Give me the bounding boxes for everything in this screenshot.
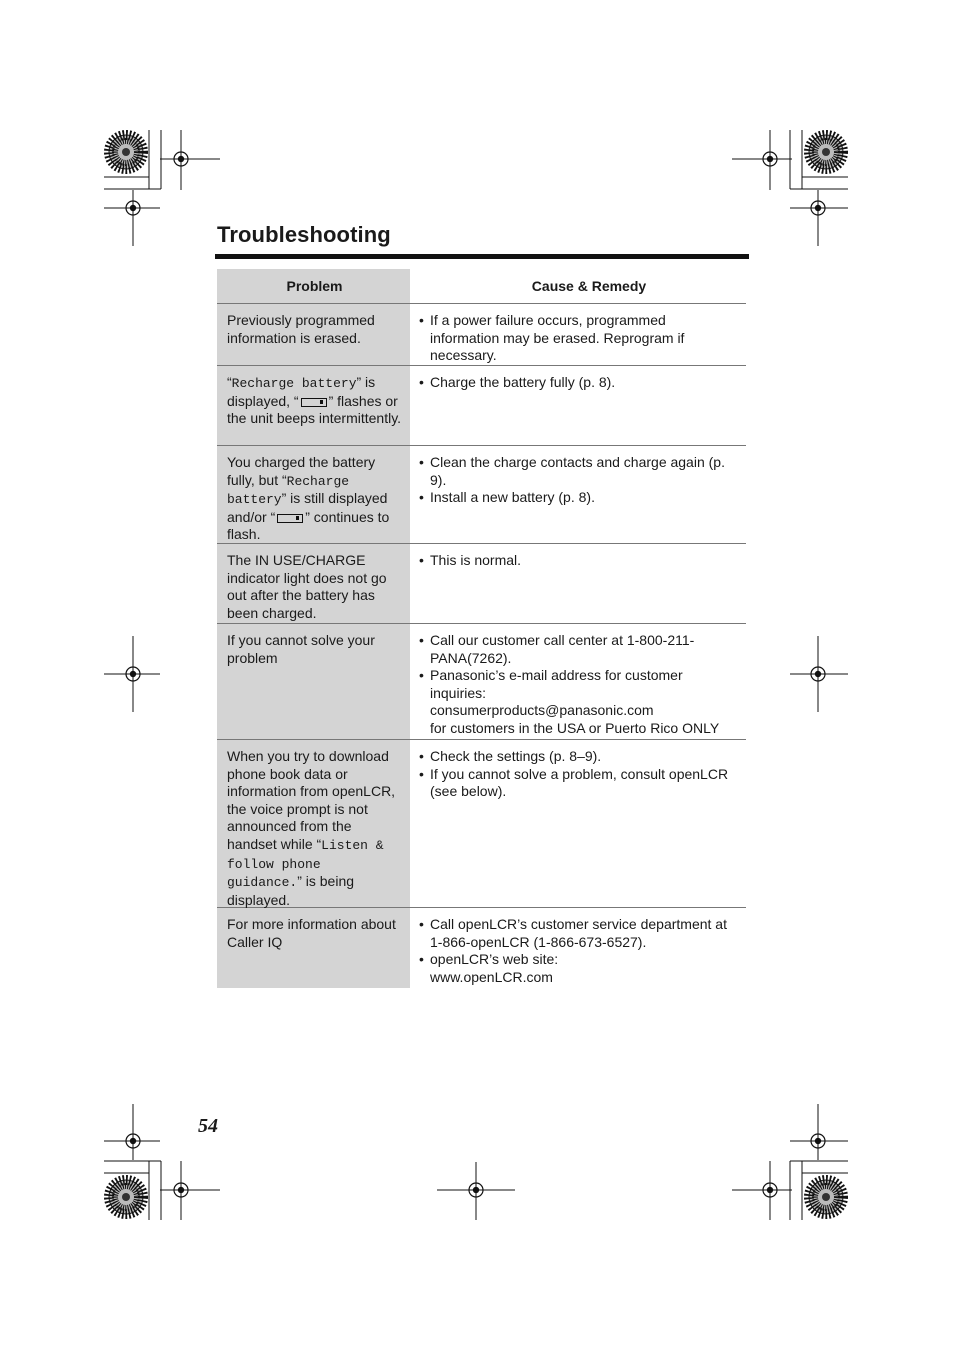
remedy-item: • Charge the battery fully (p. 8).	[418, 374, 738, 392]
problem-cell: The IN USE/CHARGE indicator light does not go out after the battery has been charged.	[217, 544, 410, 623]
display-message: Recharge battery	[231, 376, 357, 391]
display-message: Recharge battery	[227, 473, 350, 508]
battery-low-icon	[301, 398, 327, 407]
remedy-item	[418, 667, 738, 737]
table-header	[217, 269, 746, 304]
remedy-item: • Call openLCR’s customer service department at 1-866-openLCR (1-866-673-6527).	[418, 916, 738, 951]
remedy-item: • If you cannot solve a problem, consult openLCR (see below).	[418, 766, 738, 801]
remedy-cell	[410, 908, 746, 988]
problem-text: When you try to download phone book data or information from openLCR, the voice prompt is not announced from the handset while “	[227, 748, 396, 852]
remedy-cell	[410, 366, 746, 445]
remedy-cell	[410, 740, 746, 907]
problem-text: ” is being displayed.	[227, 873, 355, 908]
remedy-item: • Clean the charge contacts and charge again (p. 9).	[418, 454, 738, 489]
problem-cell: For more information about Caller IQ	[217, 908, 410, 988]
remedy-cell	[410, 446, 746, 543]
email-address: consumerproducts@panasonic.com	[430, 702, 654, 719]
remedy-item: • Check the settings (p. 8–9).	[418, 748, 738, 766]
table-row	[217, 624, 746, 740]
problem-cell: Previously programmed information is erased.	[217, 304, 410, 365]
remedy-item: • If a power failure occurs, programmed information may be erased. Reprogram if necessary.	[418, 312, 738, 365]
table-row	[217, 908, 746, 988]
remedy-cell	[410, 544, 746, 623]
problem-text: ” continues to flash.	[227, 508, 390, 543]
problem-text: “	[227, 374, 232, 390]
table-row	[217, 366, 746, 446]
remedy-item: • Call our customer call center at 1-800-211-PANA(7262).	[418, 632, 738, 667]
remedy-cell	[410, 624, 746, 739]
remedy-item: • This is normal.	[418, 552, 738, 570]
website-url: www.openLCR.com	[430, 968, 553, 985]
problem-text: ” flashes or the unit beeps intermittently.	[227, 392, 402, 427]
problem-cell	[217, 366, 410, 445]
problem-cell	[217, 446, 410, 543]
remedy-text: openLCR’s web site:	[430, 951, 559, 968]
remedy-note: for customers in the USA or Puerto Rico ONLY	[430, 719, 720, 736]
page-title: Troubleshooting	[217, 222, 391, 247]
table-row	[217, 544, 746, 624]
header-remedy: Cause & Remedy	[531, 278, 647, 295]
table-row	[217, 304, 746, 366]
header-problem: Problem	[217, 269, 410, 303]
problem-cell: If you cannot solve your problem	[217, 624, 410, 739]
remedy-cell	[410, 304, 746, 365]
problem-text: ” is still displayed and/or “	[227, 490, 388, 525]
page-number: 54	[198, 1115, 218, 1137]
remedy-item: • Install a new battery (p. 8).	[418, 489, 738, 507]
table-row	[217, 740, 746, 908]
problem-text: ” is displayed, “	[227, 374, 376, 409]
problem-cell	[217, 740, 410, 907]
troubleshooting-table	[217, 269, 746, 988]
remedy-item	[418, 951, 738, 986]
table-row	[217, 446, 746, 544]
title-rule	[215, 254, 749, 259]
battery-low-icon	[277, 514, 303, 523]
remedy-text: Panasonic’s e-mail address for customer inquiries:	[430, 667, 683, 701]
problem-text: You charged the battery fully, but “	[227, 454, 376, 488]
display-message: Listen & follow phone guidance.	[227, 837, 384, 891]
